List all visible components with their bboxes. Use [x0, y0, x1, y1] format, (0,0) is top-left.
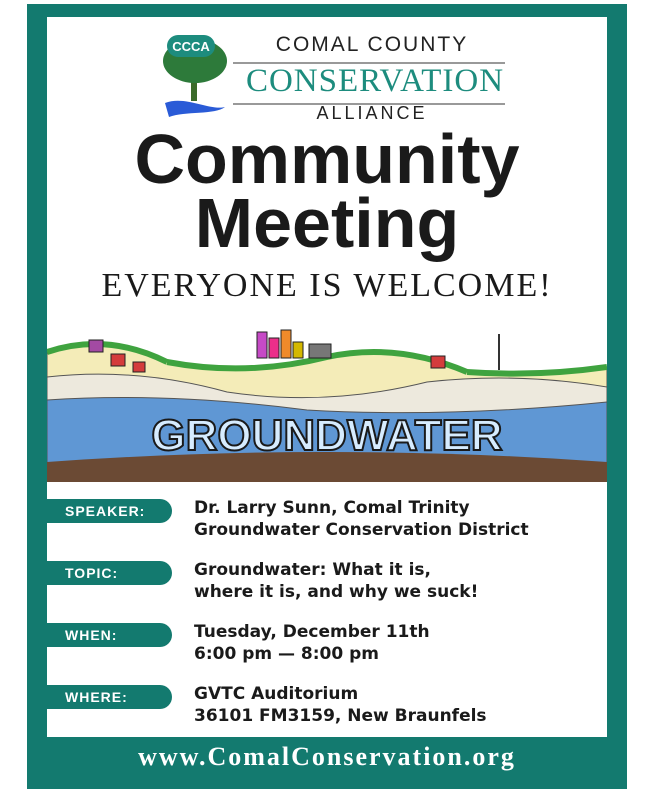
groundwater-word: GROUNDWATER: [151, 411, 503, 460]
logo-county: COMAL COUNTY: [275, 33, 469, 56]
topic-value: [194, 559, 604, 603]
subtitle: EVERYONE IS WELCOME!: [101, 267, 553, 304]
topic-line-1: Groundwater: What it is,: [194, 560, 431, 580]
title-line-2: Meeting: [194, 184, 460, 262]
poster-panel: [47, 17, 607, 737]
speaker-value: [194, 497, 604, 541]
poster-frame: [27, 4, 627, 789]
ccca-logo: [155, 31, 515, 121]
logo-conservation: CONSERVATION: [245, 63, 505, 99]
logo-badge: CCCA: [167, 35, 215, 57]
website-link[interactable]: www.ComalConservation.org: [138, 742, 516, 771]
topic-line-2: where it is, and why we suck!: [194, 582, 479, 602]
logo-alliance: ALLIANCE: [316, 103, 428, 123]
speaker-line-1: Dr. Larry Sunn, Comal Trinity: [194, 498, 470, 518]
when-line-2: 6:00 pm — 8:00 pm: [194, 644, 380, 664]
title-line-1: Community: [134, 120, 520, 198]
speaker-label: SPEAKER:: [47, 499, 172, 523]
topic-label: TOPIC:: [47, 561, 172, 585]
speaker-line-2: Groundwater Conservation District: [194, 520, 529, 540]
when-line-1: Tuesday, December 11th: [194, 622, 430, 642]
when-value: [194, 621, 604, 665]
where-value: [194, 683, 604, 727]
where-line-2: 36101 FM3159, New Braunfels: [194, 706, 487, 726]
where-label: WHERE:: [47, 685, 172, 709]
groundwater-illustration: [47, 322, 607, 482]
where-line-1: GVTC Auditorium: [194, 684, 359, 704]
when-label: WHEN:: [47, 623, 172, 647]
page-title: [47, 120, 607, 262]
